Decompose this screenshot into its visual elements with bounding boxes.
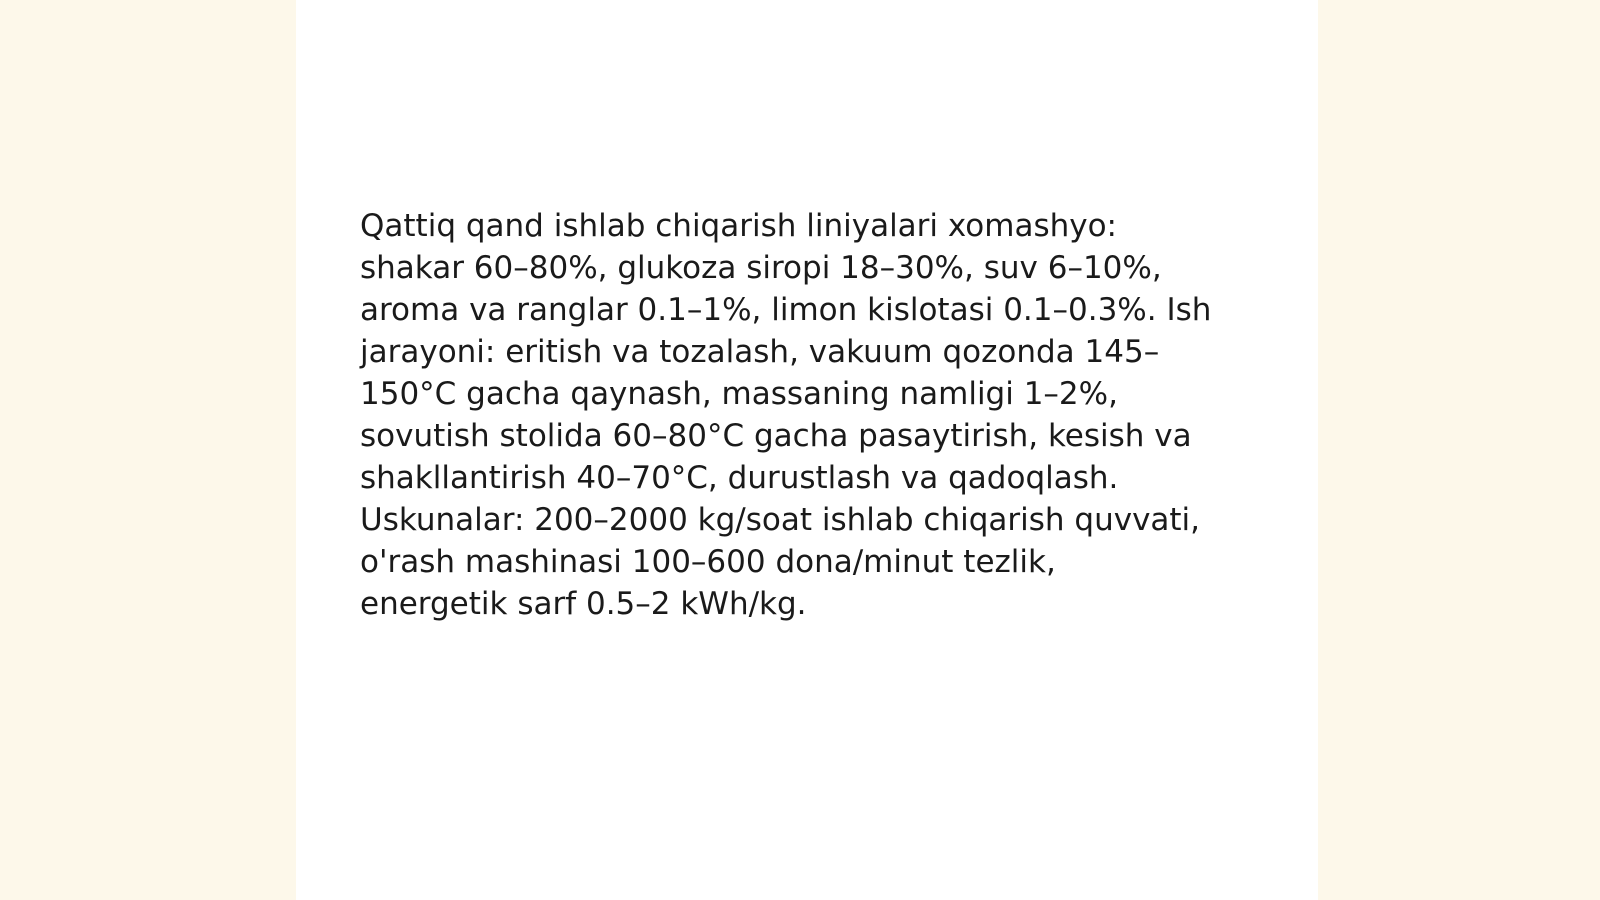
document-page [296,0,1318,900]
paragraph-line: energetik sarf 0.5–2 kWh/kg. [360,586,807,622]
paragraph-line: jarayoni: eritish va tozalash, vakuum qozonda 145– [360,334,1160,370]
paragraph-line: aroma va ranglar 0.1–1%, limon kislotasi 0.1–0.3%. Ish [360,292,1212,328]
paragraph-line: shakllantirish 40–70°C, durustlash va qadoqlash. [360,460,1119,496]
paragraph-line: Uskunalar: 200–2000 kg/soat ishlab chiqarish quvvati, [360,502,1201,538]
paragraph-line: sovutish stolida 60–80°C gacha pasaytirish, kesish va [360,418,1192,454]
body-paragraph [360,205,1260,625]
paragraph-line: o'rash mashinasi 100–600 dona/minut tezlik, [360,544,1056,580]
paragraph-line: shakar 60–80%, glukoza siropi 18–30%, suv 6–10%, [360,250,1162,286]
paragraph-line: 150°C gacha qaynash, massaning namligi 1–2%, [360,376,1118,412]
paragraph-line: Qattiq qand ishlab chiqarish liniyalari xomashyo: [360,208,1118,244]
